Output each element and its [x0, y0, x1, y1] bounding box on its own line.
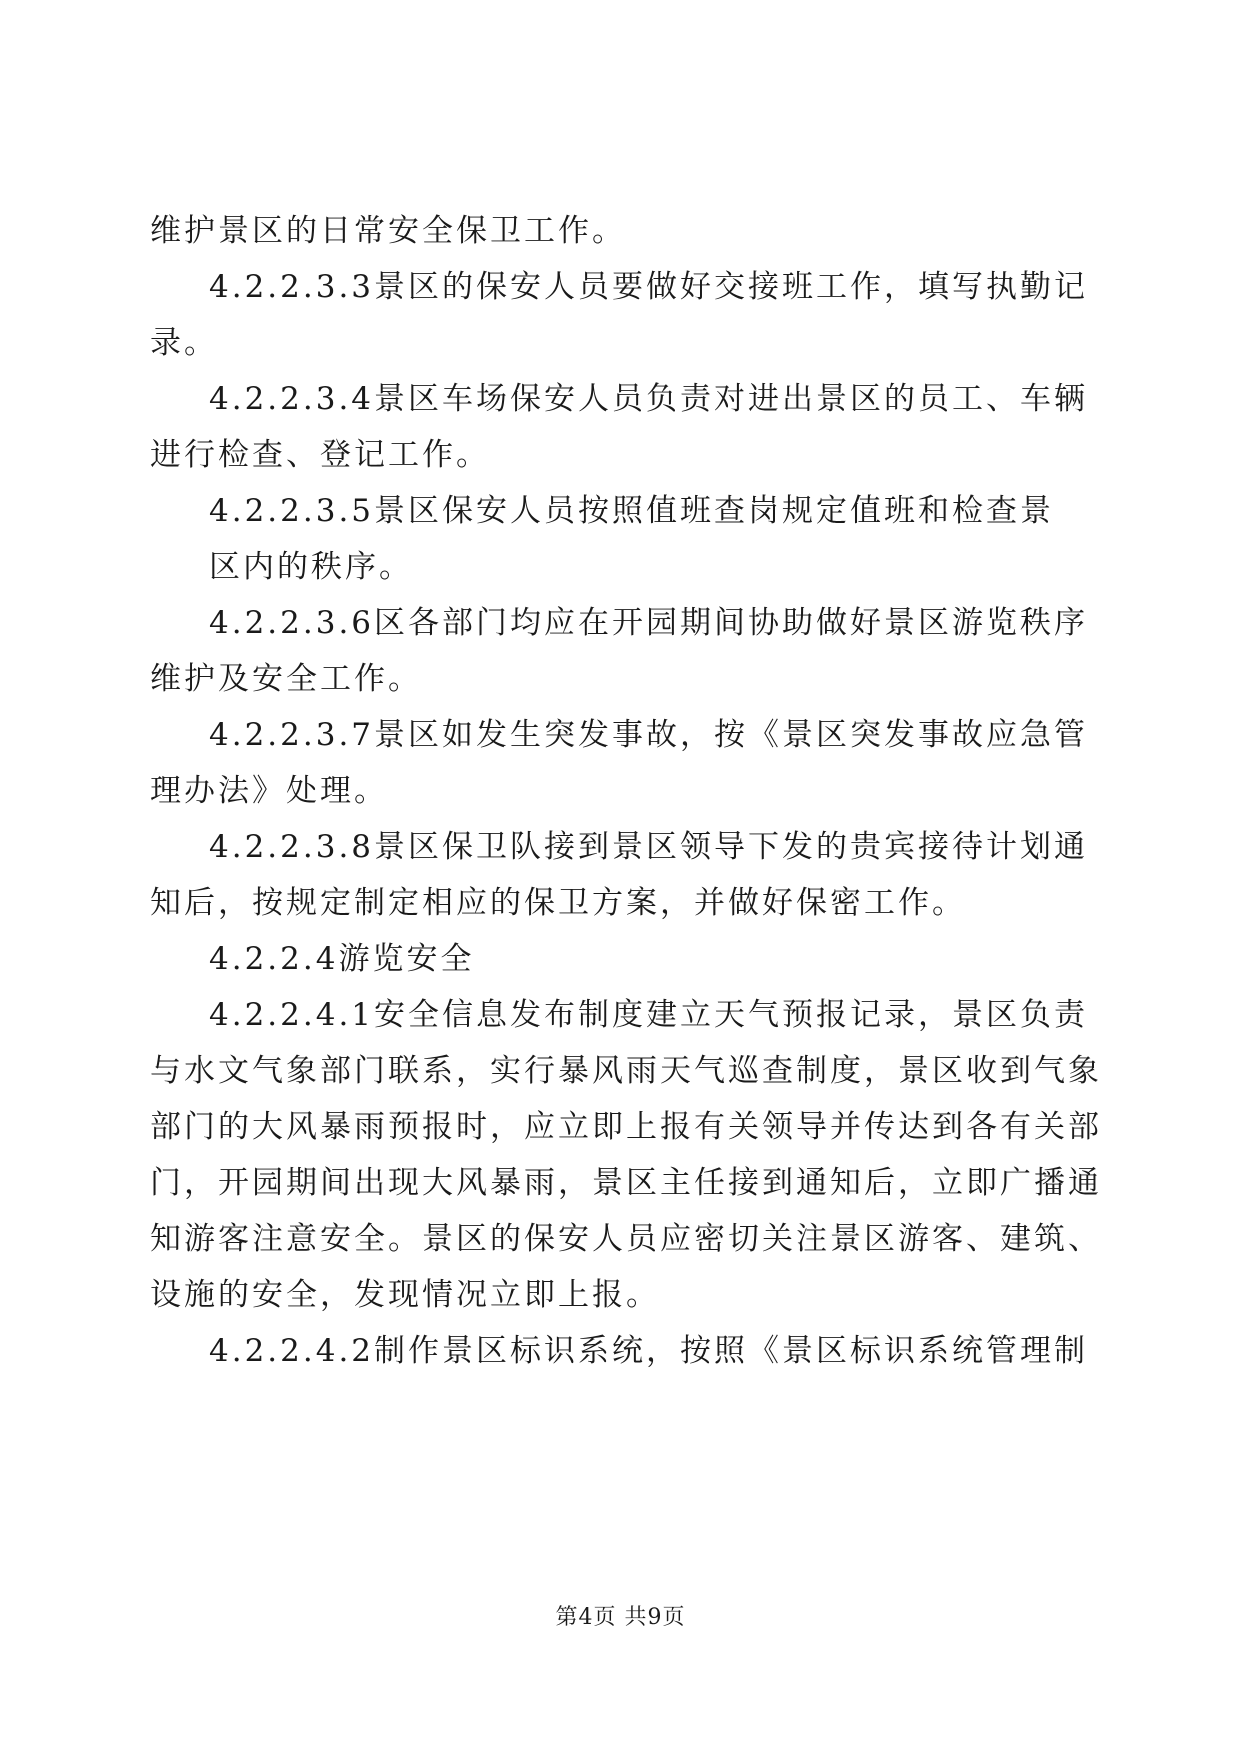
text-line: 与水文气象部门联系，实行暴风雨天气巡查制度，景区收到气象 [150, 1053, 1102, 1089]
text-line: 知游客注意安全。景区的保安人员应密切关注景区游客、建筑、 [150, 1221, 1102, 1257]
text-line: 录。 [150, 325, 218, 361]
section-heading: 4.2.2.4游览安全 [209, 941, 475, 977]
text-line: 部门的大风暴雨预报时，应立即上报有关领导并传达到各有关部 [150, 1109, 1102, 1145]
text-line: 4.2.2.4.1安全信息发布制度建立天气预报记录，景区负责 [209, 997, 1089, 1033]
text-line: 4.2.2.3.7景区如发生突发事故，按《景区突发事故应急管 [209, 717, 1089, 753]
text-line: 4.2.2.3.6区各部门均应在开园期间协助做好景区游览秩序 [209, 605, 1089, 641]
text-line: 维护景区的日常安全保卫工作。 [150, 213, 626, 249]
text-line: 理办法》处理。 [150, 773, 388, 809]
page-number-footer: 第4页 共9页 [555, 1605, 686, 1630]
text-line: 进行检查、登记工作。 [150, 437, 490, 473]
text-line: 设施的安全，发现情况立即上报。 [150, 1277, 660, 1313]
text-line: 4.2.2.3.8景区保卫队接到景区领导下发的贵宾接待计划通 [209, 829, 1089, 865]
text-line: 4.2.2.3.5景区保安人员按照值班查岗规定值班和检查景 [209, 493, 1055, 529]
text-line: 4.2.2.3.3景区的保安人员要做好交接班工作，填写执勤记 [209, 269, 1089, 305]
text-line: 门，开园期间出现大风暴雨，景区主任接到通知后，立即广播通 [150, 1165, 1102, 1201]
text-line: 4.2.2.4.2制作景区标识系统，按照《景区标识系统管理制 [209, 1333, 1089, 1369]
text-line: 知后，按规定制定相应的保卫方案，并做好保密工作。 [150, 885, 966, 921]
text-line: 区内的秩序。 [209, 549, 413, 585]
text-line: 4.2.2.3.4景区车场保安人员负责对进出景区的员工、车辆 [209, 381, 1089, 417]
text-line: 维护及安全工作。 [150, 661, 422, 697]
